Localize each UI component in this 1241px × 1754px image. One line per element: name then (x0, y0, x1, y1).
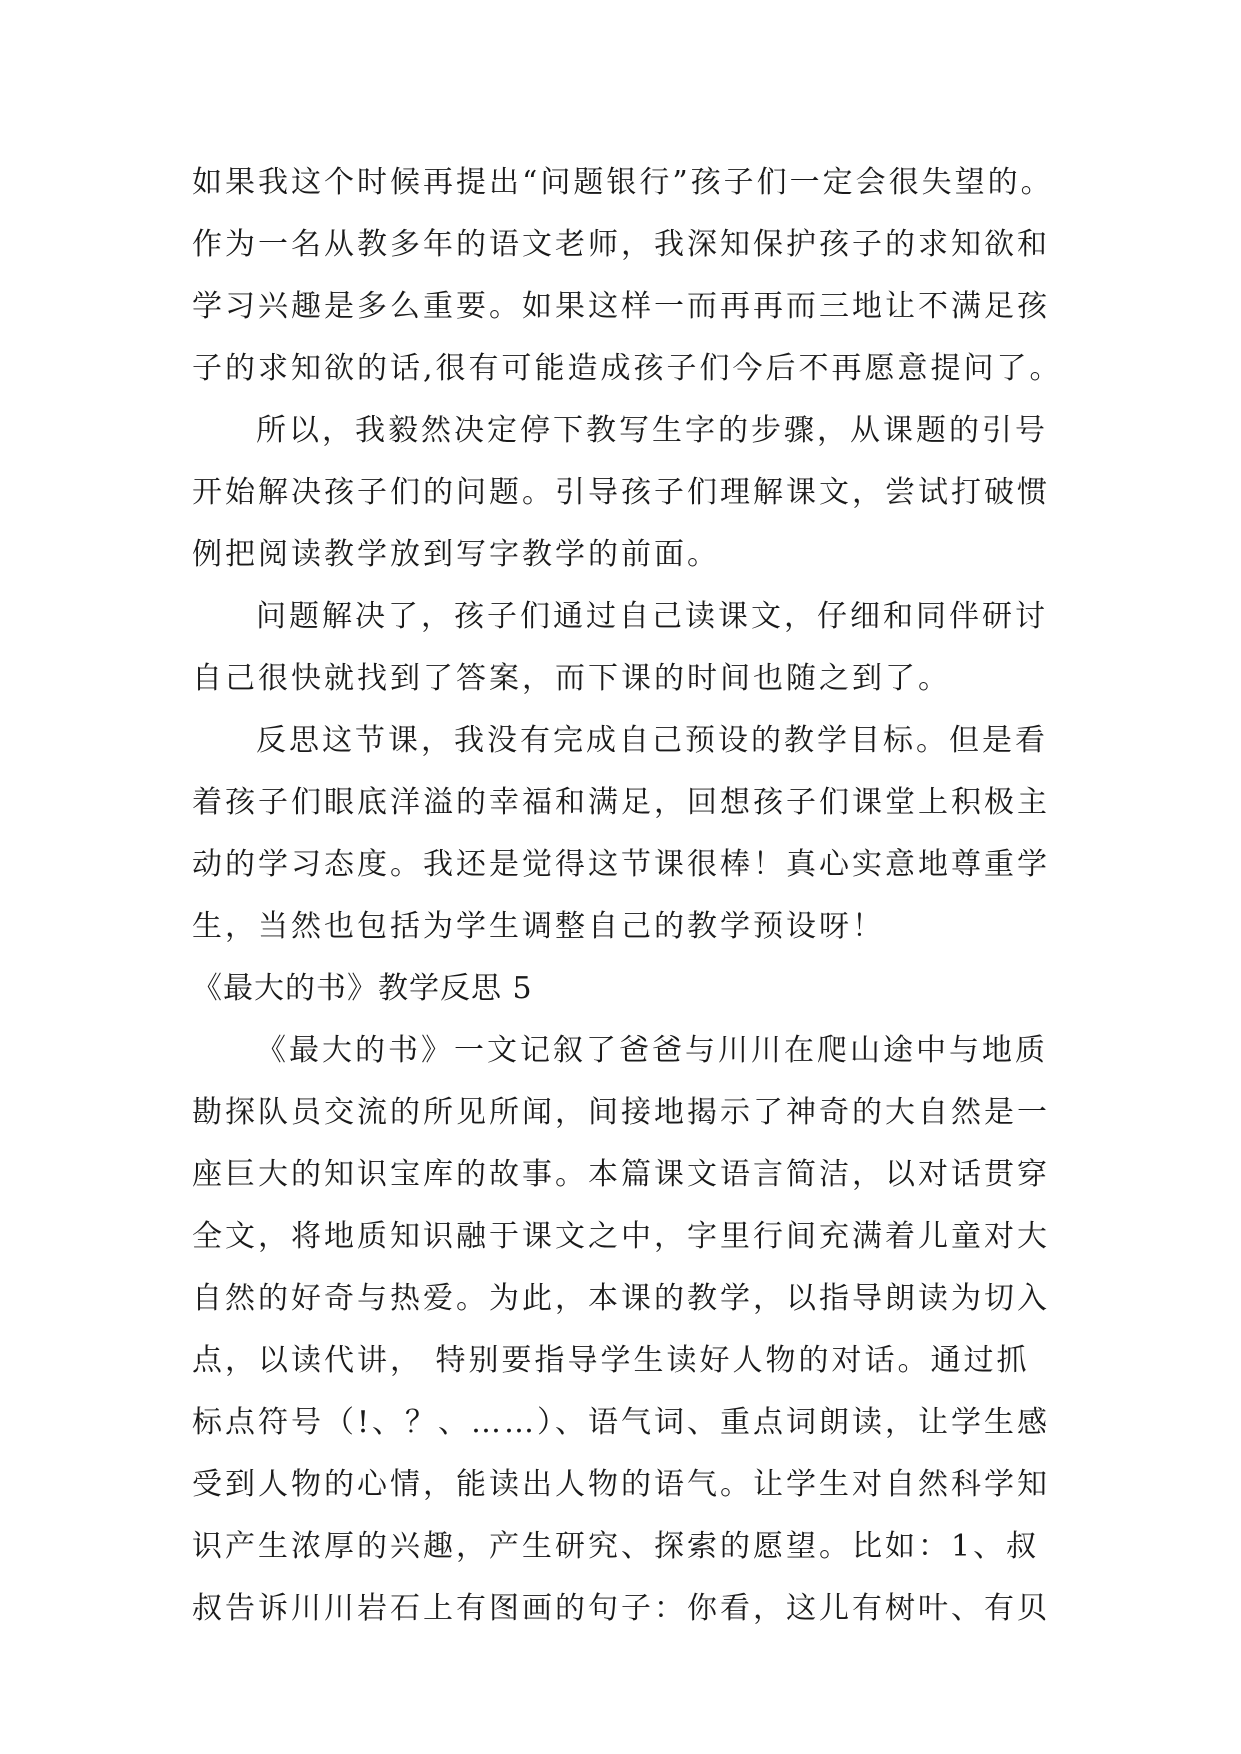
document-body (192, 152, 1063, 1640)
paragraph-start-line: 反思这节课，我没有完成自己预设的教学目标。但是看 (256, 723, 1048, 758)
text-line: 学习兴趣是多么重要。如果这样一而再再而三地让不满足孩 (192, 289, 1050, 324)
text-line: 座巨大的知识宝库的故事。本篇课文语言简洁，以对话贯穿 (192, 1157, 1050, 1192)
text-line: 勘探队员交流的所见所闻，间接地揭示了神奇的大自然是一 (192, 1095, 1050, 1130)
text-line: 如果我这个时候再提出“问题银行”孩子们一定会很失望的。 (192, 165, 1054, 200)
text-line: 作为一名从教多年的语文老师，我深知保护孩子的求知欲和 (192, 227, 1050, 262)
text-line: 叔告诉川川岩石上有图画的句子：你看，这儿有树叶、有贝 (192, 1591, 1050, 1626)
paragraph-start-line: 《最大的书》一文记叙了爸爸与川川在爬山途中与地质 (256, 1033, 1048, 1068)
text-line: 自己很快就找到了答案，而下课的时间也随之到了。 (192, 661, 951, 696)
section-heading: 《最大的书》教学反思 5 (192, 971, 533, 1006)
text-line: 子的求知欲的话,很有可能造成孩子们今后不再愿意提问了。 (192, 351, 1063, 386)
text-line: 受到人物的心情，能读出人物的语气。让学生对自然科学知 (192, 1467, 1050, 1502)
text-line: 标点符号（!、？、……）、语气词、重点词朗读，让学生感 (192, 1405, 1051, 1440)
paragraph-start-line: 问题解决了，孩子们通过自己读课文，仔细和同伴研讨 (256, 599, 1048, 634)
paragraph-start-line: 所以，我毅然决定停下教写生字的步骤，从课题的引号 (256, 413, 1048, 448)
text-line: 点，以读代讲， 特别要指导学生读好人物的对话。通过抓 (192, 1343, 1030, 1378)
text-line: 自然的好奇与热爱。为此，本课的教学，以指导朗读为切入 (192, 1281, 1050, 1316)
text-line: 生，当然也包括为学生调整自己的教学预设呀！ (192, 909, 885, 944)
text-line: 动的学习态度。我还是觉得这节课很棒！真心实意地尊重学 (192, 847, 1050, 882)
text-line: 识产生浓厚的兴趣，产生研究、探索的愿望。比如：1、叔 (192, 1529, 1040, 1564)
text-line: 全文，将地质知识融于课文之中，字里行间充满着儿童对大 (192, 1219, 1050, 1254)
text-line: 开始解决孩子们的问题。引导孩子们理解课文，尝试打破惯 (192, 475, 1050, 510)
text-line: 例把阅读教学放到写字教学的前面。 (192, 537, 720, 572)
text-line: 着孩子们眼底洋溢的幸福和满足，回想孩子们课堂上积极主 (192, 785, 1050, 820)
